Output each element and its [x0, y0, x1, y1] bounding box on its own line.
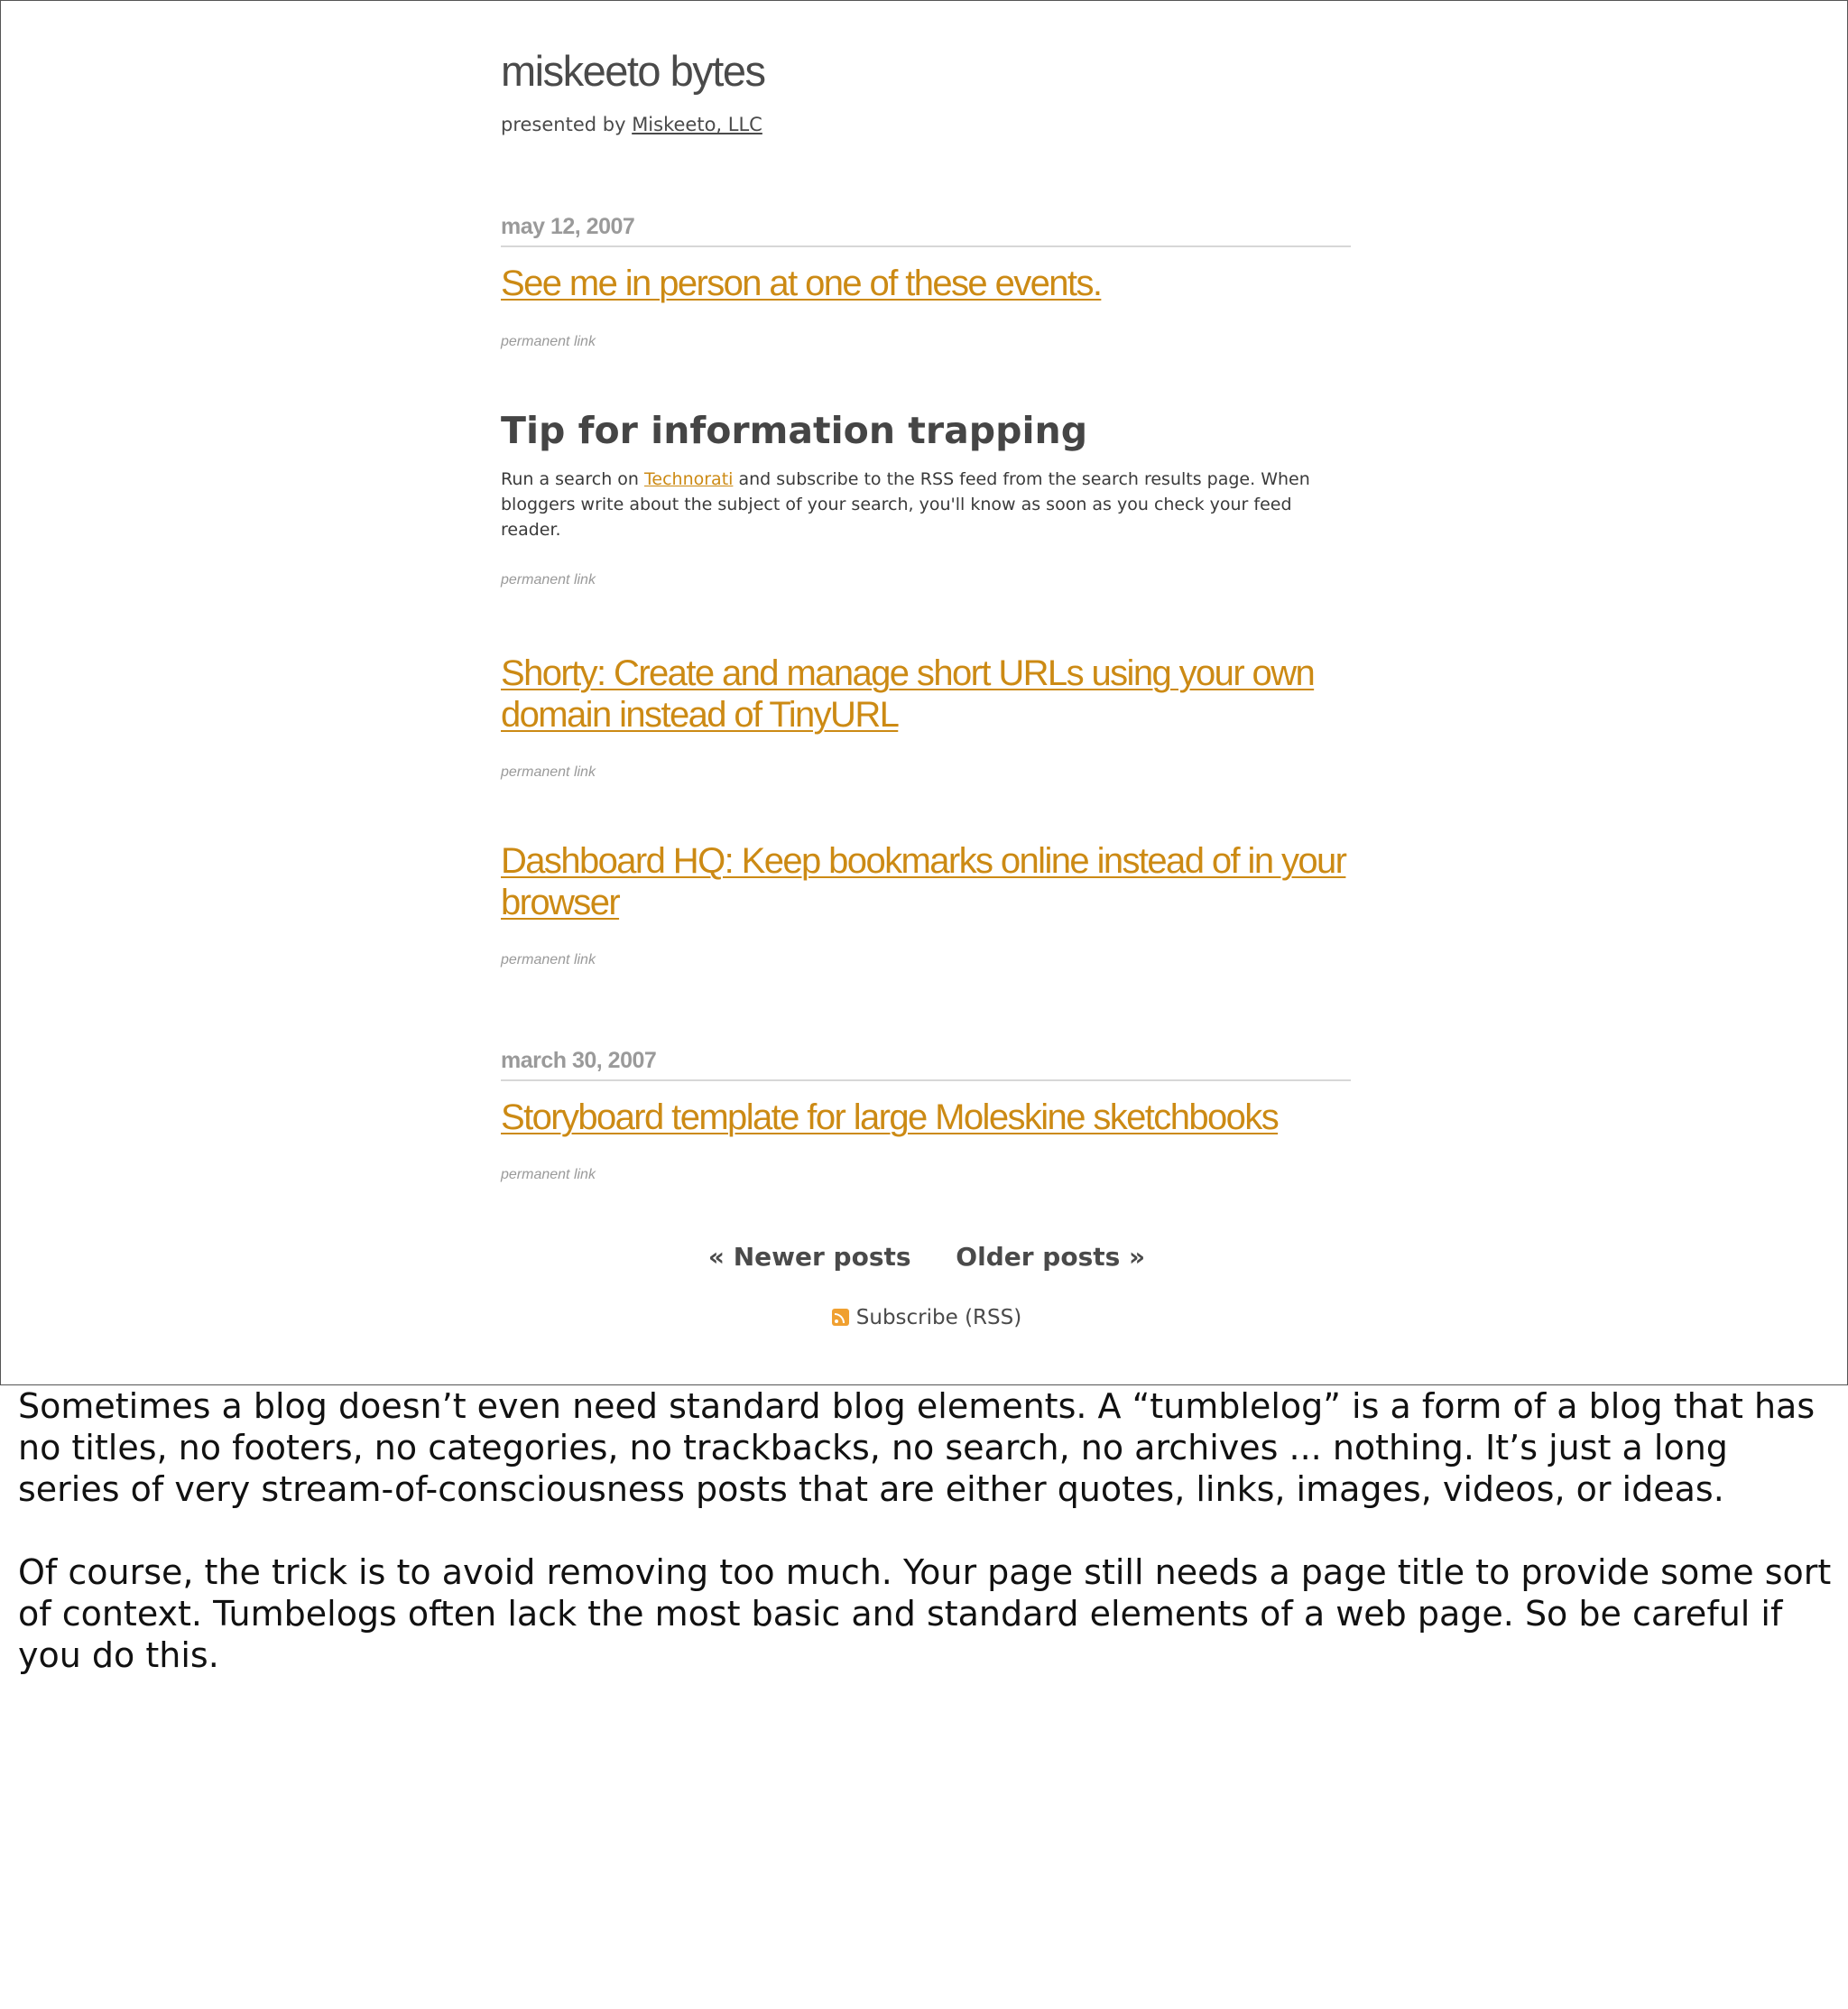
subscribe-rss[interactable]	[501, 1306, 1353, 1329]
post-title-information-trapping: Tip for information trapping	[501, 409, 1088, 452]
permalink-post-2[interactable]: permanent link	[501, 572, 596, 588]
technorati-link[interactable]: Technorati	[644, 469, 734, 489]
subscribe-label[interactable]: Subscribe (RSS)	[855, 1306, 1022, 1329]
older-posts-link[interactable]: Older posts »	[956, 1242, 1146, 1272]
permalink-post-4[interactable]: permanent link	[501, 952, 596, 967]
pagination	[501, 1242, 1353, 1272]
post-link-shorty[interactable]: Shorty: Create and manage short URLs using your own domain instead of TinyURL	[501, 653, 1315, 735]
permalink-post-1[interactable]: permanent link	[501, 334, 596, 349]
notes-paragraph-2: Of course, the trick is to avoid removing too much. Your page still needs a page title to provide some sort of context. Tumbelogs often lack the most basic and standard elements of a web page. So be careful if you do this.	[18, 1552, 1832, 1675]
post-body-text-after: and subscribe to the RSS feed from the search results page. When bloggers write about the subject of your search, you'll know as soon as you check your feed reader.	[501, 469, 1310, 540]
speaker-notes	[18, 1385, 1832, 1717]
post-link-storyboard-template[interactable]: Storyboard template for large Moleskine sketchbooks	[501, 1097, 1279, 1137]
post-link-events[interactable]: See me in person at one of these events.	[501, 264, 1102, 303]
presented-by-label: presented by	[501, 114, 633, 135]
date-heading-march-30: march 30, 2007	[501, 1048, 1351, 1081]
rss-feed-icon	[832, 1309, 849, 1326]
newer-posts-link[interactable]: « Newer posts	[707, 1242, 911, 1272]
presented-by	[501, 114, 762, 135]
date-heading-may-12: may 12, 2007	[501, 214, 1351, 247]
miskeeto-llc-link[interactable]: Miskeeto, LLC	[632, 114, 762, 135]
post-body-text-before: Run a search on	[501, 469, 645, 489]
post-link-dashboard-hq[interactable]: Dashboard HQ: Keep bookmarks online instead of in your browser	[501, 841, 1346, 922]
post-body-information-trapping	[501, 467, 1349, 542]
permalink-post-3[interactable]: permanent link	[501, 764, 596, 780]
site-title[interactable]: miskeeto bytes	[501, 47, 765, 95]
notes-paragraph-1: Sometimes a blog doesn’t even need standard blog elements. A “tumblelog” is a form of a blog that has no titles, no footers, no categories, no trackbacks, no search, no archives ... nothing. It’s just a long series of very stream-of-consciousness posts that are either quotes, links, images, videos, or ideas.	[18, 1386, 1816, 1509]
permalink-post-5[interactable]: permanent link	[501, 1167, 596, 1182]
